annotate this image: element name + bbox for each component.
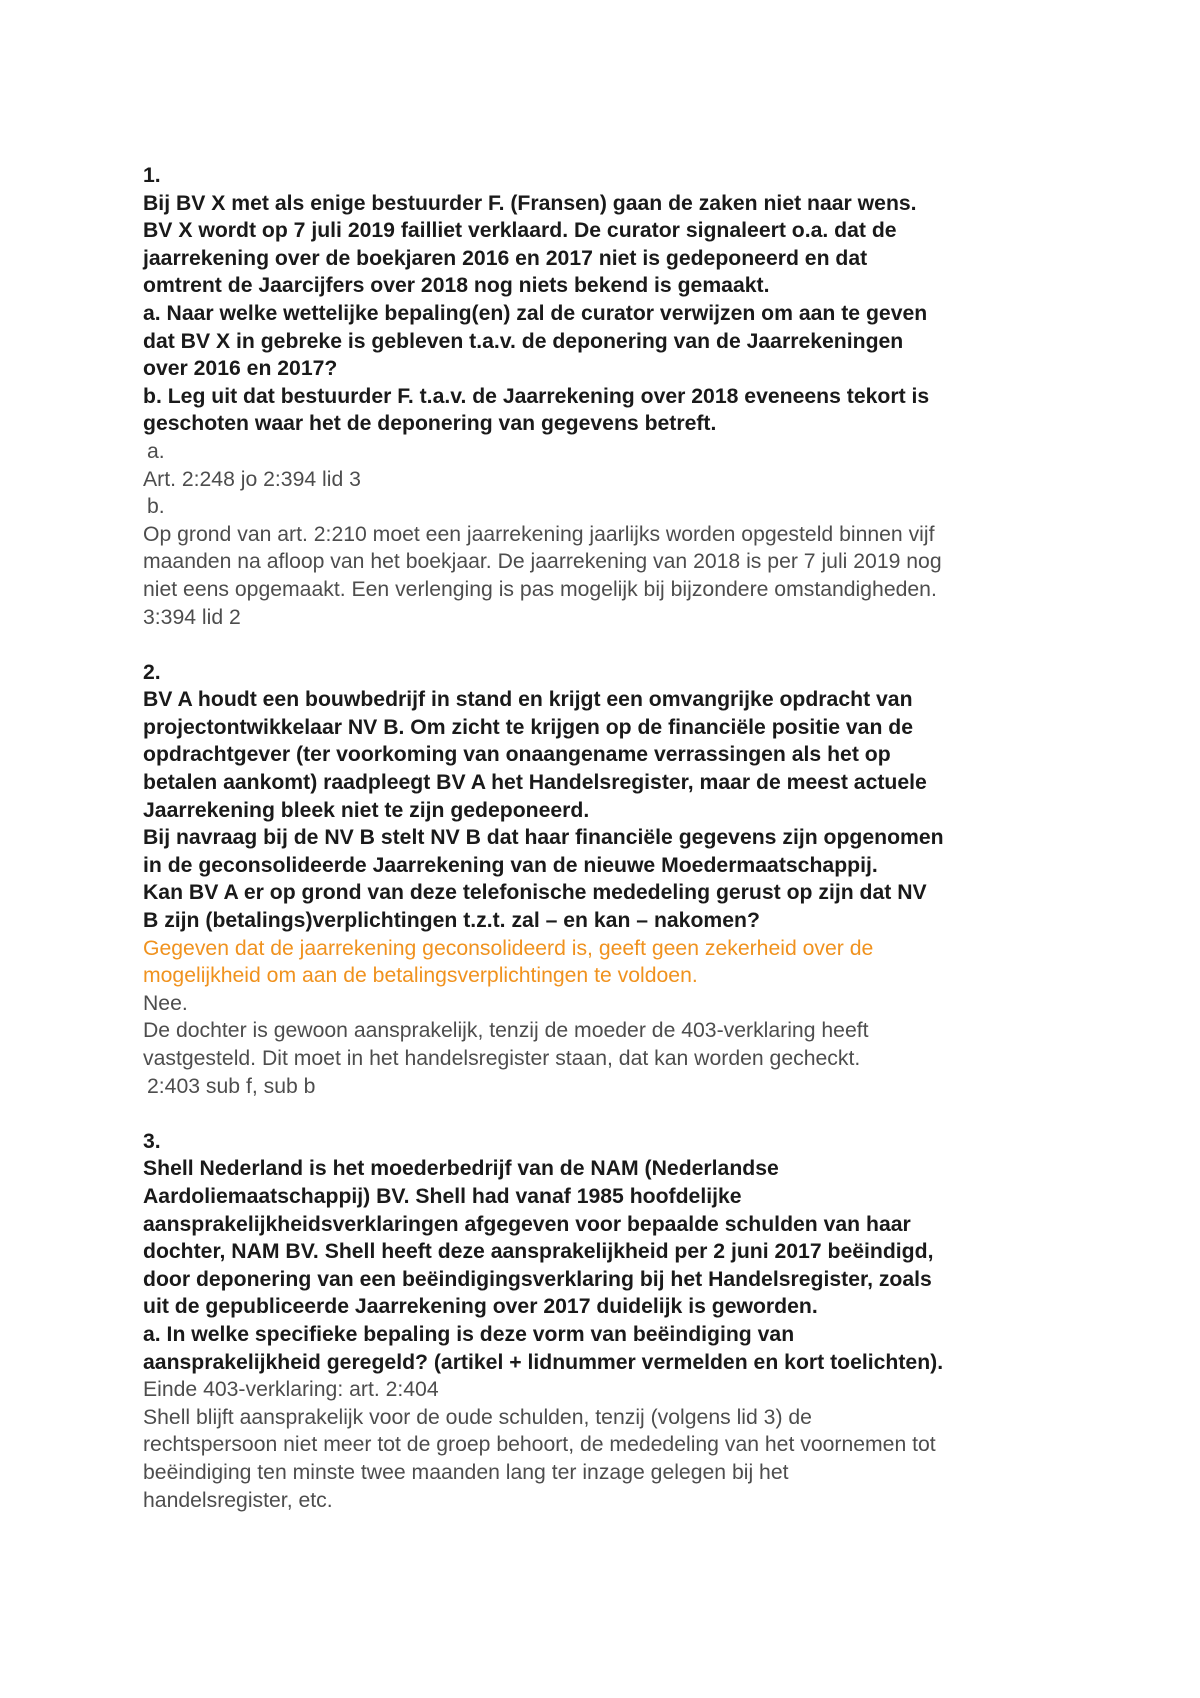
question-line: B zijn (betalings)verplichtingen t.z.t. zal – en kan – nakomen? xyxy=(143,909,760,933)
question-2-section xyxy=(143,659,1083,1101)
answer-line: 3:394 lid 2 xyxy=(143,605,241,629)
question-line: Shell Nederland is het moederbedrijf van de NAM (Nederlandse xyxy=(143,1157,779,1181)
question-number: 2. xyxy=(143,660,161,684)
answer-label: a. xyxy=(147,439,165,463)
answer-line: Einde 403-verklaring: art. 2:404 xyxy=(143,1378,439,1402)
question-line: over 2016 en 2017? xyxy=(143,357,338,381)
answer-line: Shell blijft aansprakelijk voor de oude schulden, tenzij (volgens lid 3) de xyxy=(143,1405,812,1429)
highlighted-answer-line: mogelijkheid om aan de betalingsverplichtingen te voldoen. xyxy=(143,964,698,988)
question-line: Bij BV X met als enige bestuurder F. (Fransen) gaan de zaken niet naar wens. xyxy=(143,191,917,215)
question-line: dochter, NAM BV. Shell heeft deze aansprakelijkheid per 2 juni 2017 beëindigd, xyxy=(143,1240,934,1264)
question-line: BV A houdt een bouwbedrijf in stand en krijgt een omvangrijke opdracht van xyxy=(143,688,913,712)
question-1-section xyxy=(143,162,1083,631)
answer-line: niet eens opgemaakt. Een verlenging is pas mogelijk bij bijzondere omstandigheden. xyxy=(143,577,937,601)
question-number: 1. xyxy=(143,164,161,187)
document-page xyxy=(143,162,1083,1514)
answer-line: vastgesteld. Dit moet in het handelsregister staan, dat kan worden gecheckt. xyxy=(143,1047,861,1070)
answer-line: Art. 2:248 jo 2:394 lid 3 xyxy=(143,467,361,491)
question-line: betalen aankomt) raadpleegt BV A het Handelsregister, maar de meest actuele xyxy=(143,771,927,795)
question-line: aansprakelijkheidsverklaringen afgegeven voor bepaalde schulden van haar xyxy=(143,1212,911,1236)
question-line: aansprakelijkheid geregeld? (artikel + lidnummer vermelden en kort toelichten). xyxy=(143,1350,944,1374)
question-line: a. In welke specifieke bepaling is deze vorm van beëindiging van xyxy=(143,1322,795,1346)
question-line: projectontwikkelaar NV B. Om zicht te krijgen op de financiële positie van de xyxy=(143,715,914,739)
question-line: Aardoliemaatschappij) BV. Shell had vanaf 1985 hoofdelijke xyxy=(143,1184,742,1208)
question-3-section xyxy=(143,1128,1083,1514)
question-line: geschoten waar het de deponering van gegevens betreft. xyxy=(143,412,717,436)
question-line: BV X wordt op 7 juli 2019 failliet verklaard. De curator signaleert o.a. dat de xyxy=(143,219,897,243)
question-line: omtrent de Jaarcijfers over 2018 nog niets bekend is gemaakt. xyxy=(143,274,770,298)
question-line: Bij navraag bij de NV B stelt NV B dat haar financiële gegevens zijn opgenomen xyxy=(143,826,944,850)
question-line: b. Leg uit dat bestuurder F. t.a.v. de Jaarrekening over 2018 eveneens tekort is xyxy=(143,384,930,408)
answer-line: rechtspersoon niet meer tot de groep behoort, de mededeling van het voornemen tot xyxy=(143,1433,936,1457)
answer-line: maanden na afloop van het boekjaar. De jaarrekening van 2018 is per 7 juli 2019 nog xyxy=(143,550,942,574)
answer-label: b. xyxy=(147,495,165,519)
question-line: dat BV X in gebreke is gebleven t.a.v. de deponering van de Jaarrekeningen xyxy=(143,329,904,353)
question-line: jaarrekening over de boekjaren 2016 en 2017 niet is gedeponeerd en dat xyxy=(143,246,868,270)
answer-line: De dochter is gewoon aansprakelijk, tenzij de moeder de 403-verklaring heeft xyxy=(143,1019,869,1043)
question-line: Kan BV A er op grond van deze telefonische mededeling gerust op zijn dat NV xyxy=(143,881,927,905)
answer-line: handelsregister, etc. xyxy=(143,1488,333,1512)
question-line: a. Naar welke wettelijke bepaling(en) zal de curator verwijzen om aan te geven xyxy=(143,301,928,325)
question-line: in de geconsolideerde Jaarrekening van de nieuwe Moedermaatschappij. xyxy=(143,853,878,877)
answer-line: Nee. xyxy=(143,991,188,1015)
question-number: 3. xyxy=(143,1129,161,1153)
highlighted-answer-line: Gegeven dat de jaarrekening geconsolideerd is, geeft geen zekerheid over de xyxy=(143,936,874,960)
question-line: uit de gepubliceerde Jaarrekening over 2017 duidelijk is geworden. xyxy=(143,1295,818,1319)
question-line: opdrachtgever (ter voorkoming van onaangename verrassingen als het op xyxy=(143,743,891,767)
answer-line: beëindiging ten minste twee maanden lang ter inzage gelegen bij het xyxy=(143,1460,789,1484)
answer-reference: 2:403 sub f, sub b xyxy=(147,1074,316,1098)
question-line: door deponering van een beëindigingsverklaring bij het Handelsregister, zoals xyxy=(143,1267,932,1291)
question-line: Jaarrekening bleek niet te zijn gedeponeerd. xyxy=(143,798,590,822)
answer-line: Op grond van art. 2:210 moet een jaarrekening jaarlijks worden opgesteld binnen vijf xyxy=(143,522,935,546)
